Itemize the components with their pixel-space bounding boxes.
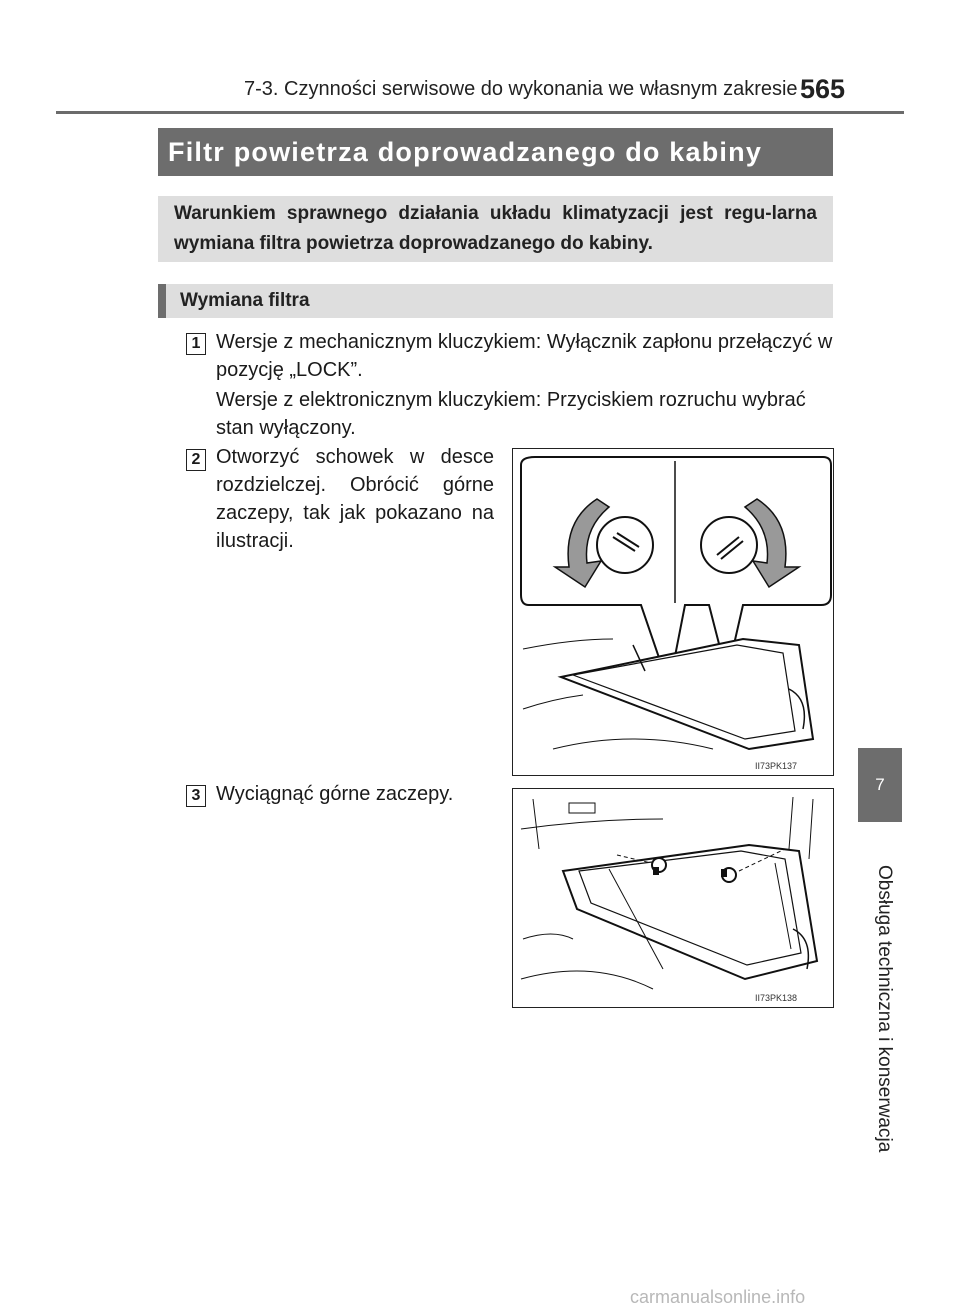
step-3-text: Wyciągnąć górne zaczepy. (216, 783, 454, 805)
chapter-title-vertical: Obsługa techniczna i konserwacja (874, 865, 895, 1153)
chapter-tab[interactable] (858, 748, 902, 822)
subsection-heading-bar (158, 284, 833, 318)
illustration-glovebox-rotate-stoppers (512, 448, 834, 776)
step-1-text: Wersje z mechanicznym kluczykiem: Wyłącznik zapłonu przełączyć w pozycję „LOCK”. (216, 331, 833, 381)
page-number: 565 (800, 74, 846, 104)
image-code-137: II73PK137 (755, 761, 798, 771)
header-divider (56, 111, 904, 114)
illustration-glovebox-remove-stoppers (512, 788, 834, 1008)
image-code-138: II73PK138 (755, 993, 798, 1003)
running-header-section: 7-3. Czynności serwisowe do wykonania we własnym zakresie (244, 78, 798, 100)
section-title: Filtr powietrza doprowadzanego do kabiny (168, 136, 763, 167)
subsection-heading: Wymiana filtra (180, 290, 310, 311)
watermark-text: carmanualsonline.info (630, 1287, 806, 1307)
step-1-text-alt: Wersje z elektronicznym kluczykiem: Przyciskiem rozruchu wybrać stan wyłączony. (216, 389, 806, 439)
glovebox-remove-drawing (513, 789, 833, 1007)
intro-text: Warunkiem sprawnego działania układu klimatyzacji jest regu-larna wymiana filtra powietrza doprowadzanego do kabiny. (174, 203, 817, 254)
step-number-3: 3 (186, 785, 206, 807)
step-number-1: 1 (186, 333, 206, 355)
intro-box (158, 196, 833, 262)
chapter-number: 7 (875, 775, 885, 794)
step-number-2: 2 (186, 449, 206, 471)
glovebox-rotate-drawing (513, 449, 833, 775)
section-title-bar (158, 128, 833, 176)
step-2-text: Otworzyć schowek w desce rozdzielczej. Obrócić górne zaczepy, tak jak pokazano na ilustracji. (216, 446, 494, 552)
